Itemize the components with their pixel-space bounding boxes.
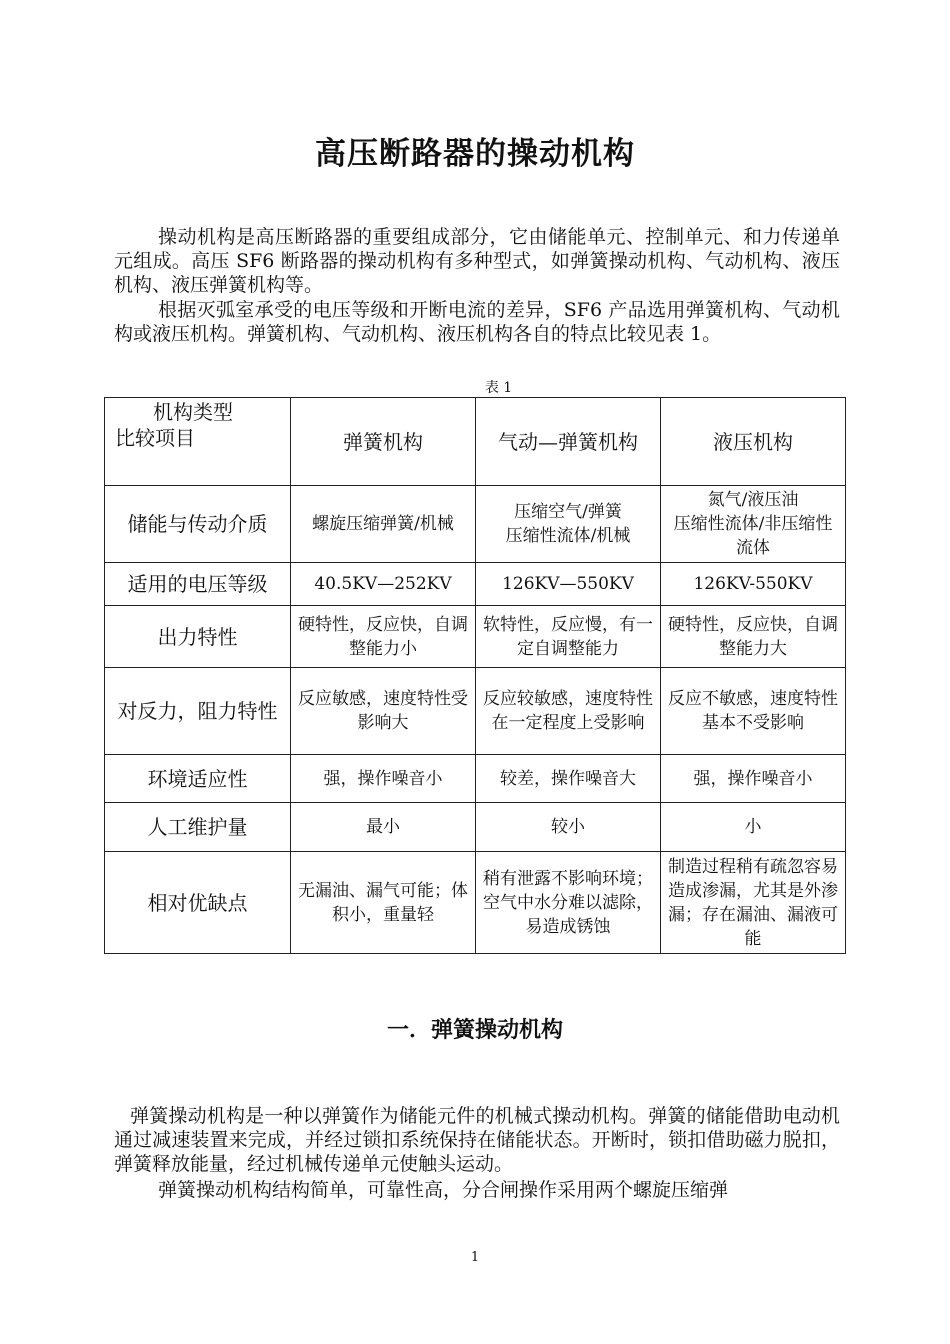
table-cell: 稍有泄露不影响环境；空气中水分难以滤除，易造成锈蚀: [476, 852, 661, 954]
table-cell: 126KV—550KV: [476, 563, 661, 606]
table-cell: 强，操作噪音小: [661, 755, 846, 803]
table-cell: 压缩空气/弹簧 压缩性流体/机械: [476, 486, 661, 563]
table-cell: 硬特性，反应快，自调整能力小: [291, 606, 476, 668]
column-header: 气动—弹簧机构: [476, 398, 661, 486]
section-heading: 一．弹簧操动机构: [386, 1018, 563, 1043]
table-row: [105, 852, 846, 954]
row-label: 适用的电压等级: [105, 563, 291, 606]
table-cell: 硬特性，反应快，自调整能力大: [661, 606, 846, 668]
page-title: 高压断路器的操动机构: [315, 136, 635, 172]
table-cell: 反应敏感，速度特性受影响大: [291, 668, 476, 755]
intro-paragraph-2: 根据灭弧室承受的电压等级和开断电流的差异，SF6 产品选用弹簧机构、气动机构或液压机构。弹簧机构、气动机构、液压机构各自的特点比较见表 1。: [114, 299, 840, 345]
table-cell: 制造过程稍有疏忽容易造成渗漏，尤其是外渗漏；存在漏油、漏液可能: [661, 852, 846, 954]
row-label: 相对优缺点: [105, 852, 291, 954]
table-row: [105, 668, 846, 755]
corner-label-mechanism: 机构类型: [153, 400, 233, 424]
table-header-row: [105, 398, 846, 486]
table-corner-cell: [105, 398, 291, 486]
table-cell: 螺旋压缩弹簧/机械: [291, 486, 476, 563]
row-label: 人工维护量: [105, 803, 291, 852]
table-cell: 40.5KV—252KV: [291, 563, 476, 606]
table-cell: 氮气/液压油 压缩性流体/非压缩性流体: [661, 486, 846, 563]
section-paragraph-1: 弹簧操动机构是一种以弹簧作为储能元件的机械式操动机构。弹簧的储能借助电动机通过减速装置来完成，并经过锁扣系统保持在储能状态。开断时，锁扣借助磁力脱扣，弹簧释放能量，经过机械传递单元使触头运动。: [114, 1105, 840, 1175]
table-cell: 最小: [291, 803, 476, 852]
table-row: [105, 755, 846, 803]
table-cell: 较小: [476, 803, 661, 852]
page-number: 1: [470, 1250, 480, 1265]
table-cell: 较差，操作噪音大: [476, 755, 661, 803]
corner-label-item: 比较项目: [115, 426, 195, 450]
table-cell: 反应较敏感，速度特性在一定程度上受影响: [476, 668, 661, 755]
column-header: 弹簧机构: [291, 398, 476, 486]
table-cell: 小: [661, 803, 846, 852]
row-label: 出力特性: [105, 606, 291, 668]
table-row: [105, 606, 846, 668]
comparison-table: [104, 397, 846, 954]
table-row: [105, 803, 846, 852]
row-label: 环境适应性: [105, 755, 291, 803]
row-label: 对反力，阻力特性: [105, 668, 291, 755]
table-cell: 反应不敏感，速度特性基本不受影响: [661, 668, 846, 755]
column-header: 液压机构: [661, 398, 846, 486]
table-row: [105, 486, 846, 563]
row-label: 储能与传动介质: [105, 486, 291, 563]
section-paragraph-2: 弹簧操动机构结构简单，可靠性高，分合闸操作采用两个螺旋压缩弹: [158, 1179, 729, 1201]
table-cell: 强，操作噪音小: [291, 755, 476, 803]
table-cell: 无漏油、漏气可能；体积小，重量轻: [291, 852, 476, 954]
intro-paragraph-1: 操动机构是高压断路器的重要组成部分，它由储能单元、控制单元、和力传递单元组成。高压 SF6 断路器的操动机构有多种型式，如弹簧操动机构、气动机构、液压机构、液压弹簧机构等。: [114, 226, 840, 296]
table-cell: 126KV-550KV: [661, 563, 846, 606]
table-caption: 表 1: [484, 380, 513, 396]
table-cell: 软特性，反应慢，有一定自调整能力: [476, 606, 661, 668]
table-row: [105, 563, 846, 606]
